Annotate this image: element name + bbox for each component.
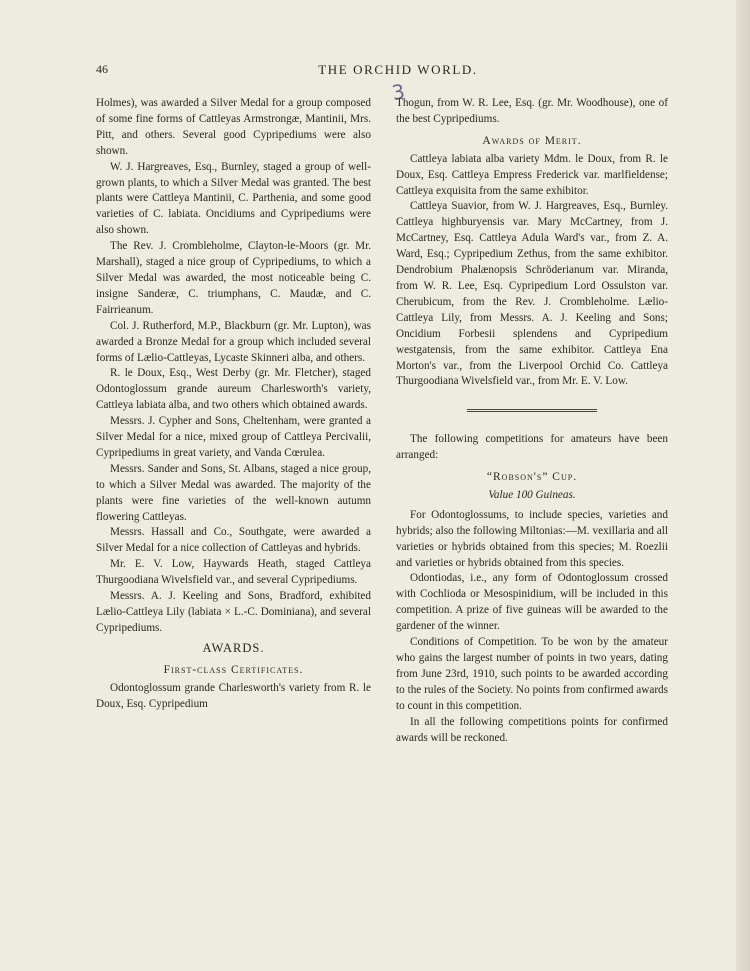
double-rule [467,409,597,412]
paragraph: The following competitions for amateurs have been arranged: [396,433,668,462]
paragraph: Mr. E. V. Low, Haywards Heath, staged Cattleya Thurgoodiana Wivelsfield var., and several Cypripediums. [96,558,371,587]
page-edge-shadow [736,0,750,971]
running-title: THE ORCHID WORLD. [318,62,478,77]
handwritten-margin-mark: 3 [390,79,407,105]
paragraph: For Odontoglossums, to include species, varieties and hybrids; also the following Miltonias:—M. vexillaria and all varieties or hybrids obtained from this species; M. Roezlii and varieties or hybrids obtained from this species. [396,508,668,569]
paragraph: Col. J. Rutherford, M.P., Blackburn (gr. Mr. Lupton), was awarded a Bronze Medal for a group which included several forms of Lælio-Cattleyas, Lycaste Skinneri alba, and others. [96,319,371,364]
paragraph: The Rev. J. Crombleholme, Clayton-le-Moors (gr. Mr. Marshall), staged a nice group of Cypripediums, to which a Silver Medal was awarded, the most noticeable being C. insigne Sanderæ, C. triumphans, C. Maudæ, and C. Fairrieanum. [96,240,371,316]
section-divider [396,402,668,418]
paragraph: Messrs. Sander and Sons, St. Albans, staged a nice group, to which a Silver Medal was awarded. The majority of the plants were fine varieties of the well-known autumn flowering Cattleyas. [96,462,371,523]
paragraph: Messrs. A. J. Keeling and Sons, Bradford, exhibited Lælio-Cattleya Lily (labiata × L.-C. Dominiana), and several Cypripediums. [96,590,371,634]
paragraph: Cattleya Suavior, from W. J. Hargreaves, Esq., Burnley. Cattleya highburyensis var. Mary McCartney, from J. McCartney, Esq. Cattleya Adula Ward's var., from Z. A. Ward, Esq.; Cypripedium Zethus, from the same exhibitor. Dendrobium Phalænopsis Schröderianum var. Miranda, from W. R. Lee, Esq. Cypripedium Lord Ossulston var. Cherubicum, from the Rev. J. Crombleholme. Lælio-Cattleya Lily, from Messrs. A. J. Keeling and Sons; Oncidium Forbesii splendens and Cypripedium westgatensis, from the same exhibitor. Cattleya Ena Morton's var., from the Liverpool Orchid Co. Cattleya Thurgoodiana Wivelsfield var., from Mr. E. V. Low. [396,200,668,388]
paragraph: R. le Doux, Esq., West Derby (gr. Mr. Fletcher), staged Odontoglossum grande aureum Charlesworth's variety, Cattleya labiata alba, and two others which obtained awards. [96,367,371,412]
paragraph: Odontiodas, i.e., any form of Odontoglossum crossed with Cochlioda or Mesospinidium, will be included in this competition. A prize of five guineas will be awarded to the gardener of the winner. [396,572,668,633]
awards-heading: AWARDS. [202,640,265,655]
robsons-cup-heading: “Robson's” Cup. [486,471,578,484]
left-column [96,96,371,712]
awards-of-merit-heading: Awards of Merit. [482,134,582,147]
page-header [96,62,700,80]
paragraph: Holmes), was awarded a Silver Medal for a group composed of some fine forms of Cattleyas Armstrongæ, Mantinii, Mrs. Pitt, and others. Several good Cypripediums were also shown. [96,97,371,157]
paragraph: Conditions of Competition. To be won by the amateur who gains the largest number of points in two years, dating from June 23rd, 1910, such points to be awarded according to the rules of the Society. No points from confirmed awards to count in this competition. [396,636,668,712]
cup-value: Value 100 Guineas. [488,488,576,501]
right-column [396,96,668,746]
page-number: 46 [96,62,108,76]
paragraph: Thogun, from W. R. Lee, Esq. (gr. Mr. Woodhouse), one of the best Cypripediums. [396,97,668,125]
paragraph: In all the following competitions points for confirmed awards will be reckoned. [396,715,668,744]
paragraph: Messrs. J. Cypher and Sons, Cheltenham, were granted a Silver Medal for a nice, mixed group of Cattleya Percivalii, Cypripediums in great variety, and Vanda Cœrulea. [96,415,371,459]
paragraph: W. J. Hargreaves, Esq., Burnley, staged a group of well-grown plants, to which a Silver Medal was granted. The best plants were Cattleya Mantinii, C. Parthenia, and some good varieties of C. labiata. Oncidiums and Cypripediums were also shown. [96,160,371,237]
paragraph: Odontoglossum grande Charlesworth's variety from R. le Doux, Esq. Cypripedium [96,681,371,710]
first-class-certificates-heading: First-class Certificates. [163,663,304,676]
paragraph: Messrs. Hassall and Co., Southgate, were awarded a Silver Medal for a nice collection of Cattleyas and hybrids. [96,526,371,555]
paragraph: Cattleya labiata alba variety Mdm. le Doux, from R. le Doux, Esq. Cattleya Empress Frederick var. marlfieldense; Cattleya exquisita from the same exhibitor. [396,152,668,197]
